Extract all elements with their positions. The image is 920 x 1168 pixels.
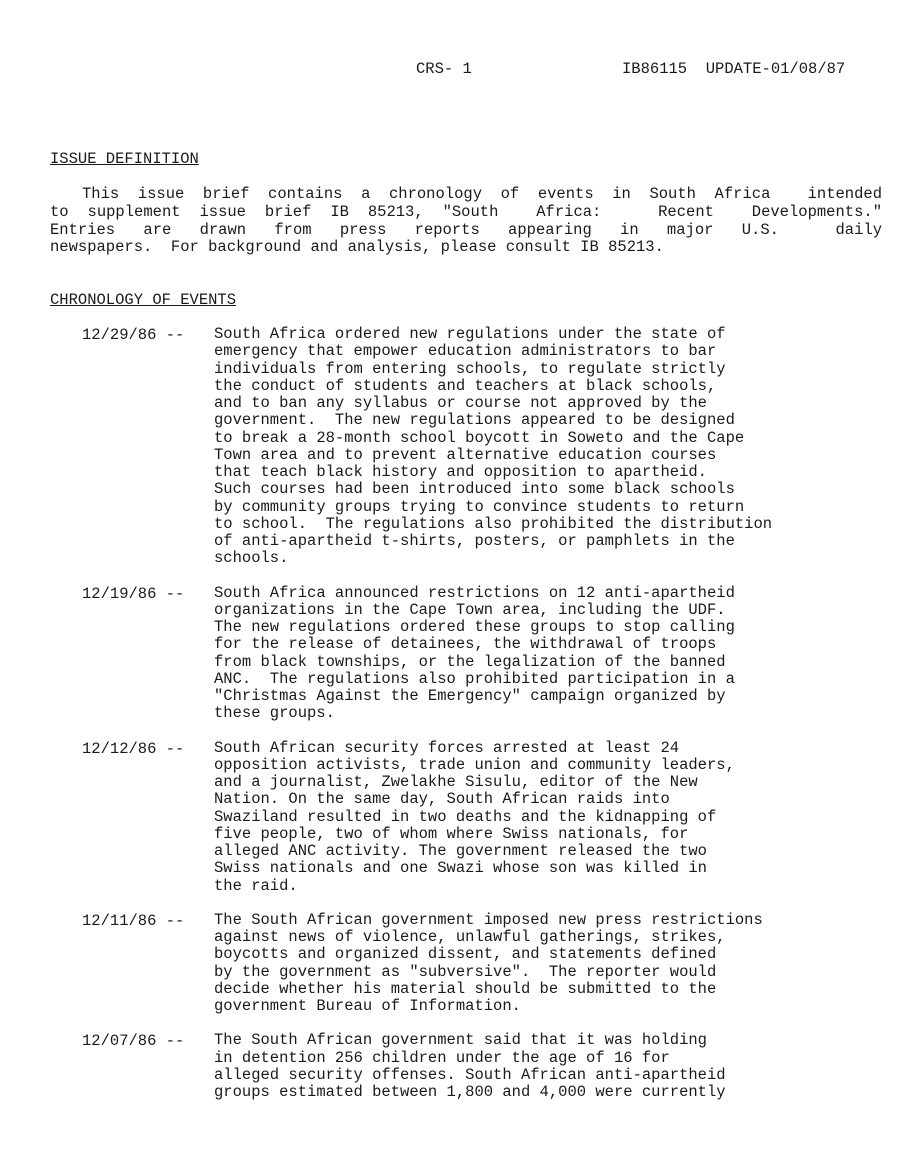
chronology-entry [82, 585, 882, 723]
entry-line: South Africa announced restrictions on 12 anti-apartheid [214, 583, 735, 602]
update-identifier: IB86115 UPDATE-01/08/87 [622, 60, 846, 78]
page-header [0, 60, 920, 80]
entry-line: by community groups trying to convince students to return [214, 497, 745, 516]
report-number: CRS- 1 [416, 60, 472, 78]
entry-line: in detention 256 children under the age of 16 for [214, 1048, 670, 1067]
entry-line: government. The new regulations appeared to be designed [214, 411, 735, 430]
entry-line: and to ban any syllabus or course not approved by the [214, 394, 707, 412]
entry-line: these groups. [214, 704, 335, 723]
entry-text [214, 1032, 882, 1101]
intro-line: to supplement issue brief IB 85213, "South Africa: Recent Developments." [50, 202, 882, 221]
entry-text [214, 912, 882, 1016]
entry-line: schools. [214, 549, 289, 568]
entry-text [214, 740, 882, 895]
entry-line: against news of violence, unlawful gatherings, strikes, [214, 928, 726, 946]
entry-date: 12/11/86 -- [82, 911, 185, 930]
entry-line: "Christmas Against the Emergency" campaign organized by [214, 687, 726, 705]
entry-line: from black townships, or the legalization of the banned [214, 652, 726, 671]
entry-date: 12/07/86 -- [82, 1032, 185, 1051]
entry-line: to break a 28-month school boycott in Soweto and the Cape [214, 428, 745, 447]
entry-line: Town area and to prevent alternative education courses [214, 445, 717, 464]
entry-line: The new regulations ordered these groups to stop calling [214, 618, 735, 636]
entry-line: to school. The regulations also prohibited the distribution [214, 514, 773, 533]
entry-line: Nation. On the same day, South African raids into [214, 790, 670, 809]
chronology-entry [82, 1032, 882, 1101]
entry-line: South African security forces arrested at least 24 [214, 738, 680, 757]
entry-date: 12/29/86 -- [82, 326, 185, 344]
entry-line: The South African government said that it was holding [214, 1031, 707, 1050]
intro-line: newspapers. For background and analysis, please consult IB 85213. [50, 238, 664, 257]
entry-line: five people, two of whom where Swiss nationals, for [214, 824, 689, 843]
entry-text [214, 585, 882, 723]
chronology-entries [82, 326, 882, 1118]
entry-line: the conduct of students and teachers at black schools, [214, 376, 717, 395]
chronology-entry [82, 912, 882, 1016]
entry-line: Such courses had been introduced into some black schools [214, 480, 735, 499]
entry-line: the raid. [214, 876, 298, 895]
entry-line: Swiss nationals and one Swazi whose son was killed in [214, 859, 707, 878]
entry-line: of anti-apartheid t-shirts, posters, or pamphlets in the [214, 532, 735, 550]
entry-line: boycotts and organized dissent, and statements defined [214, 945, 717, 964]
entry-line: that teach black history and opposition to apartheid. [214, 463, 707, 481]
entry-line: alleged security offenses. South African anti-apartheid [214, 1065, 726, 1084]
issue-definition-paragraph [50, 186, 882, 257]
entry-line: The South African government imposed new press restrictions [214, 910, 763, 929]
intro-line: This issue brief contains a chronology of events in South Africa intended [82, 185, 882, 203]
entry-line: for the release of detainees, the withdrawal of troops [214, 635, 717, 654]
chronology-entry [82, 326, 882, 568]
intro-line: Entries are drawn from press reports appearing in major U.S. daily [50, 220, 882, 239]
entry-line: government Bureau of Information. [214, 997, 521, 1015]
entry-line: Swaziland resulted in two deaths and the kidnapping of [214, 807, 717, 826]
entry-line: decide whether his material should be submitted to the [214, 979, 717, 998]
entry-line: by the government as "subversive". The reporter would [214, 962, 717, 981]
issue-definition-heading: ISSUE DEFINITION [50, 150, 199, 168]
chronology-heading: CHRONOLOGY OF EVENTS [50, 291, 237, 309]
entry-date: 12/12/86 -- [82, 739, 185, 758]
entry-date: 12/19/86 -- [82, 584, 185, 603]
entry-line: groups estimated between 1,800 and 4,000 were currently [214, 1083, 726, 1101]
entry-line: alleged ANC activity. The government released the two [214, 842, 707, 860]
entry-line: emergency that empower education administrators to bar [214, 342, 717, 361]
entry-line: South Africa ordered new regulations under the state of [214, 325, 726, 343]
entry-line: organizations in the Cape Town area, including the UDF. [214, 600, 726, 619]
entry-line: individuals from entering schools, to regulate strictly [214, 359, 726, 378]
chronology-entry [82, 740, 882, 895]
entry-line: ANC. The regulations also prohibited participation in a [214, 669, 735, 688]
entry-text [214, 326, 882, 568]
entry-line: opposition activists, trade union and community leaders, [214, 755, 735, 774]
entry-line: and a journalist, Zwelakhe Sisulu, editor of the New [214, 773, 698, 791]
